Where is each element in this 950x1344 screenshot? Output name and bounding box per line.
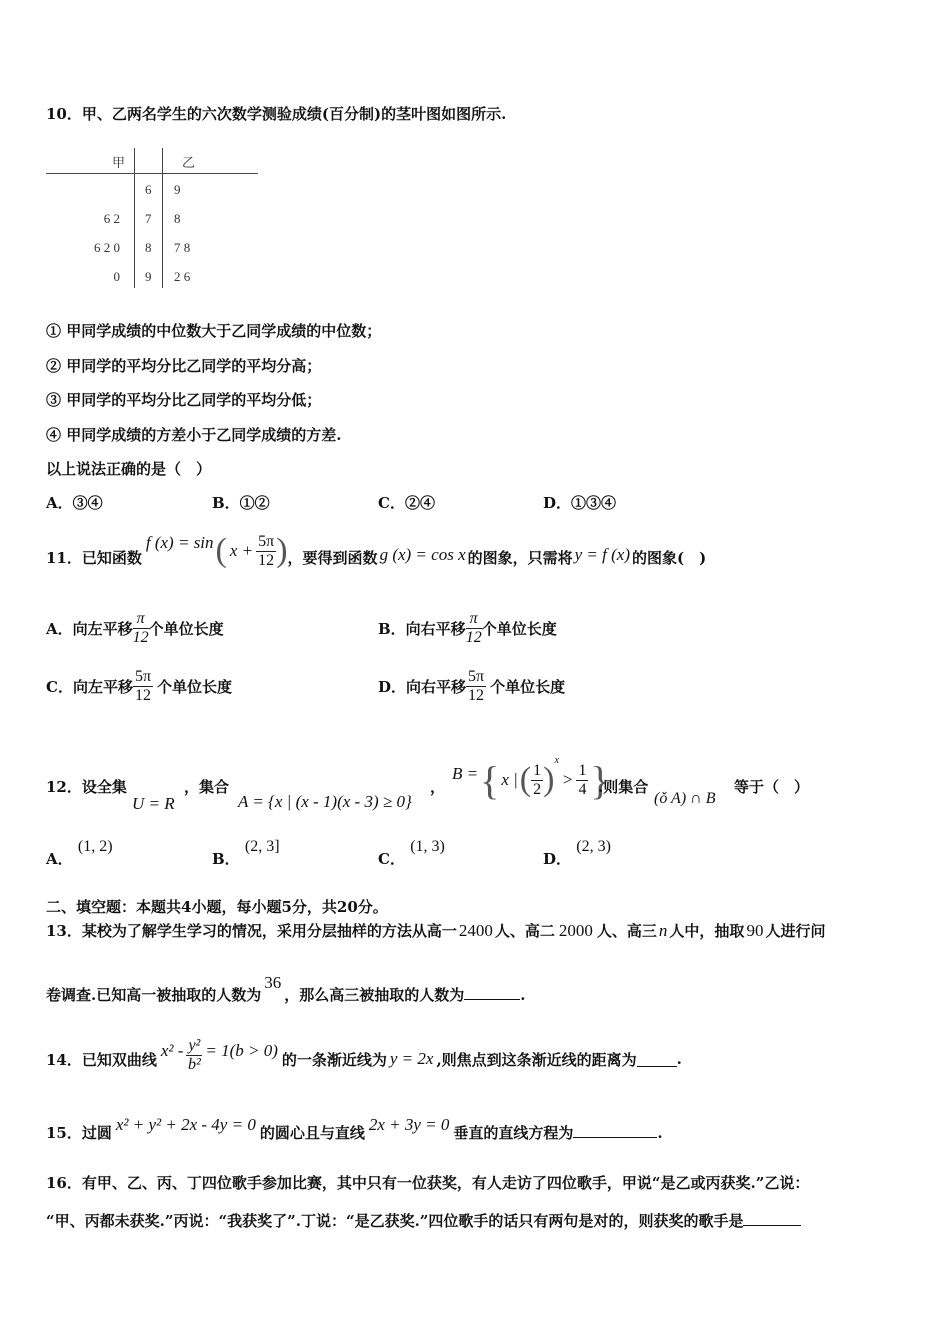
q11-opt-c-num: 5π [134,668,152,685]
q11-fraction [256,533,276,570]
q10-stem: 10．甲、乙两名学生的六次数学测验成绩(百分制)的茎叶图如图所示. [46,105,507,123]
q12-b-half [531,762,543,799]
q11-opt-a-den: 12 [132,629,149,646]
q13-line1 [46,920,825,941]
q12-b-right-brace: } [590,757,610,803]
q11-x-plus: x + [229,541,254,560]
q12-set-expr: (ǒ A) ∩ B [654,790,716,807]
q11-opt-d-den: 12 [468,687,485,704]
plot-right-2: 7 8 [174,240,191,255]
q12-prefix: 12．设全集 [46,778,127,796]
q13-end: . [520,986,526,1004]
q16-answer-blank[interactable] [743,1211,801,1226]
q12-b-half-num: 1 [533,761,542,779]
q15-stem [46,1115,663,1143]
q13-b: 人、高二 [494,922,555,940]
q10-statement-1: ① 甲同学成绩的中位数大于乙同学成绩的中位数； [46,322,382,340]
q13-e: 人进行问 [765,922,826,940]
q15-b: 的圆心且与直线 [259,1124,365,1142]
q11-opt-a-label: A．向左平移 [46,620,133,638]
plot-left-3: 0 [113,269,120,284]
q13-n3: n [658,921,668,940]
plot-right-1: 8 [174,211,181,226]
q14-rest: = 1(b > 0) [205,1041,278,1060]
q11-opt-b-suffix: 个单位长度 [481,620,557,638]
q10-option-b[interactable]: B．①② [212,494,270,512]
q13-line2 [46,973,526,1005]
q10-statement-3: ③ 甲同学的平均分比乙同学的平均分低； [46,391,322,409]
q12-opt-c-value: (1, 3) [410,838,445,855]
q11-opt-b-num: π [466,610,482,629]
q11-f-lhs: f (x) = sin [145,533,214,552]
q14-c: ,则焦点到这条渐近线的距离为 [436,1050,637,1069]
stem-leaf-plot [46,148,258,288]
q16-line2-text: “甲、丙都未获奖.”丙说：“我获奖了”.丁说：“是乙获奖.”四位歌手的话只有两句是对的，则获奖的歌手是 [46,1212,744,1230]
q15-c: 垂直的直线方程为 [453,1124,574,1142]
q12-opt-d-value: (2, 3) [576,838,611,855]
q13-n5: 36 [264,973,282,992]
q12-opt-b-label: B． [212,850,240,868]
q11-left-paren: ( [215,532,227,569]
q11-opt-b-den: 12 [465,629,482,646]
q12-mid2: .则集合 [598,778,649,796]
q14-fraction [186,1037,202,1074]
q14-b2: b² [187,1055,201,1073]
q14-answer-blank[interactable] [637,1052,677,1067]
q12-b-exp: x [554,754,559,766]
q12-mid1: ，集合 [184,778,230,796]
q12-b-quarter-num: 1 [578,761,587,779]
q12-b-quarter-den: 4 [578,780,587,798]
q12-opt-b-value: (2, 3] [244,838,280,855]
q12-b-lhs: B = [452,764,479,783]
q11-opt-c-fraction [133,668,153,705]
q12-b-left-brace: { [480,757,500,803]
q13-line2b: ，那么高三被抽取的人数为 [284,986,465,1004]
plot-hline [46,173,258,174]
q11-opt-d-fraction [466,668,486,705]
q14-y2: y² [188,1036,201,1054]
q11-opt-d-num: 5π [468,668,485,685]
q11-option-d[interactable] [378,668,565,705]
q14-stem [46,1030,682,1080]
q11-opt-a-suffix: 个单位长度 [148,620,224,638]
q15-end: . [657,1124,663,1142]
q15-line: 2x + 3y = 0 [368,1115,450,1134]
q15-answer-blank[interactable] [573,1123,657,1138]
plot-stem-0: 6 [145,182,152,197]
q12-opt-a-value: (1, 2) [77,838,113,855]
plot-right-0: 9 [174,182,181,197]
plot-stem-3: 9 [145,269,152,284]
q13-n2: 2000 [558,921,593,940]
q11-option-b[interactable] [378,610,557,647]
q12-opt-a-label: A． [46,850,73,868]
q12-comma: ， [430,778,446,796]
q12-option-b[interactable] [212,838,280,869]
q12-u-expr: U = R [132,794,175,813]
q13-answer-blank[interactable] [464,985,520,1000]
q13-c: 人、高三 [596,922,657,940]
q11-prefix: 11．已知函数 [46,548,142,567]
q13-d: 人中，抽取 [669,922,745,940]
q12-option-c[interactable] [378,838,445,869]
q11-opt-c-label: C．向左平移 [46,678,133,696]
section-heading: 二、填空题：本题共4小题，每小题5分，共20分。 [46,898,388,916]
q15-a: 15．过圆 [46,1124,112,1142]
plot-left-2: 6 2 0 [94,240,120,255]
plot-head-right: 乙 [182,155,196,170]
q12-a-expr: A = {x | (x - 1)(x - 3) ≥ 0} [238,792,412,811]
q15-circle: x² + y² + 2x - 4y = 0 [115,1115,256,1134]
q12-b-half-den: 2 [533,780,542,798]
q11-suffix: 的图象( ) [631,548,707,567]
q11-mid2: 的图象，只需将 [467,548,573,567]
q16-line2 [46,1210,801,1231]
q11-mid: ，要得到函数 [287,548,378,567]
q12-opt-d-label: D． [543,850,572,868]
q10-option-a[interactable]: A．③④ [46,494,103,512]
q13-n4: 90 [746,921,764,940]
q16-line1: 16．有甲、乙、丙、丁四位歌手参加比赛，其中只有一位获奖，有人走访了四位歌手，甲说“是乙或丙获奖.”乙说： [46,1174,810,1192]
q11-frac-num: 5π [258,532,275,550]
q11-option-c[interactable] [46,668,232,705]
q12-suffix: 等于（ ） [734,778,810,796]
q10-statement-4: ④ 甲同学成绩的方差小于乙同学成绩的方差. [46,426,342,444]
q11-frac-den: 12 [258,551,275,569]
q11-stem [46,528,706,574]
q14-b: 的一条渐近线为 [281,1050,387,1069]
q11-g-expr: g (x) = cos x [379,545,466,564]
plot-stem-2: 8 [145,240,152,255]
q13-n1: 2400 [458,921,493,940]
q12-b-left-paren: ( [519,761,532,798]
q11-y-expr: y = f (x) [574,545,630,564]
plot-head-left: 甲 [112,155,126,170]
q10-question: 以上说法正确的是（ ） [46,460,212,478]
plot-left-1: 6 2 [103,211,120,226]
q13-line2a: 卷调查.已知高一被抽取的人数为 [46,986,262,1004]
q10-option-c[interactable]: C．②④ [378,494,435,512]
q12-b-x: x | [501,770,518,789]
q11-opt-c-suffix: 个单位长度 [157,678,233,696]
q14-asym: y = 2x [389,1049,434,1068]
q12-option-d[interactable] [543,838,611,869]
q12-option-a[interactable] [46,838,113,869]
q11-opt-d-suffix: 个单位长度 [490,678,566,696]
q12-opt-c-label: C． [378,850,405,868]
q12-b-gt: > [562,770,573,789]
q10-option-d[interactable]: D．①③④ [543,494,617,512]
q13-a: 13．某校为了解学生学习的情况，采用分层抽样的方法从高一 [46,922,457,940]
q12-b-quarter [576,762,588,799]
q11-opt-b-fraction [466,610,482,647]
plot-vline-right [162,148,163,288]
q11-opt-a-fraction [133,610,149,647]
q11-opt-c-den: 12 [134,687,151,704]
q14-x2: x² - [160,1041,184,1060]
q11-right-paren: ) [276,532,288,569]
q14-a: 14．已知双曲线 [46,1050,157,1069]
q14-end: . [676,1050,682,1068]
plot-right-3: 2 6 [174,269,191,284]
q12-b-expr [452,752,610,808]
q12-b-right-paren: ) [543,761,555,798]
q11-option-a[interactable] [46,610,224,647]
q11-opt-b-label: B．向右平移 [378,620,466,638]
q11-opt-d-label: D．向右平移 [378,678,467,696]
q10-statement-2: ② 甲同学的平均分比乙同学的平均分高； [46,357,322,375]
plot-vline-left [134,148,135,288]
q11-opt-a-num: π [133,610,149,629]
plot-stem-1: 7 [145,211,152,226]
